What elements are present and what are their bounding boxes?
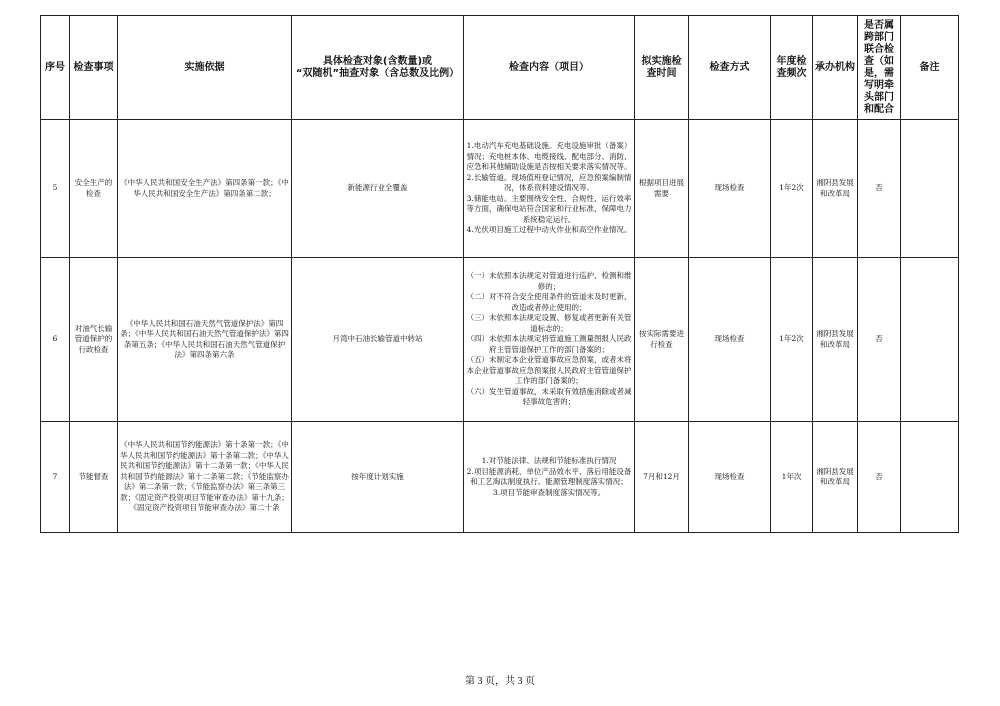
inspection-table bbox=[40, 15, 959, 533]
content-line: （三）未依照本法规定设置、修复或者更新有关管道标志的； bbox=[466, 313, 632, 333]
header-basis: 实施依据 bbox=[118, 16, 292, 120]
header-method: 检查方式 bbox=[689, 16, 771, 120]
row-item: 节能督查 bbox=[70, 422, 118, 533]
row-content bbox=[464, 422, 635, 533]
row-time: 7月和12月 bbox=[635, 422, 689, 533]
row-org: 湘阴县发展和改革局 bbox=[813, 422, 858, 533]
content-line: 3.项目节能审查制度落实情况等。 bbox=[492, 487, 606, 497]
row-method: 现场检查 bbox=[689, 422, 771, 533]
row-org: 湘阴县发展和改革局 bbox=[813, 258, 858, 422]
page-footer: 第 3 页，共 3 页 bbox=[465, 676, 535, 687]
table-row bbox=[41, 120, 959, 258]
header-seq: 序号 bbox=[41, 16, 70, 120]
row-content bbox=[464, 120, 635, 258]
row-item: 安全生产的检查 bbox=[70, 120, 118, 258]
row-target: 新能源行业全覆盖 bbox=[292, 120, 464, 258]
header-item: 检查事项 bbox=[70, 16, 118, 120]
row-content bbox=[464, 258, 635, 422]
content-line: （二）对不符合安全使用条件的管道未及时更新、改造或者停止使用的； bbox=[466, 292, 632, 312]
table-row bbox=[41, 258, 959, 422]
content-line: 2.项目能源消耗、单位产品效水平、落后用能设备和工艺淘汰制度执行、能源管理制度落实情况； bbox=[466, 466, 632, 486]
content-line: 2.长输管道。现场值班登记情况，应急预案编制情况，体系资料建设情况等。 bbox=[466, 172, 632, 193]
row-method: 现场检查 bbox=[689, 120, 771, 258]
row-seq: 6 bbox=[41, 258, 70, 422]
row-seq: 5 bbox=[41, 120, 70, 258]
row-note bbox=[901, 120, 959, 258]
row-cross: 否 bbox=[858, 422, 901, 533]
header-target: 具体检查对象(含数量)或 “双随机”抽查对象（含总数及比例） bbox=[292, 16, 464, 120]
row-time: 根据项目进展需要 bbox=[635, 120, 689, 258]
table-header-row bbox=[41, 16, 959, 120]
content-line: 3.储能电站。主要围绕安全性、合规性、运行效率等方面，确保电站符合国家和行业标准，保障电力系统稳定运行。 bbox=[466, 193, 632, 224]
content-line: （六）发生管道事故，未采取有效措施消除或者减轻事故危害的； bbox=[466, 386, 632, 407]
header-time: 拟实施检查时间 bbox=[635, 16, 689, 120]
row-time: 按实际需要进行检查 bbox=[635, 258, 689, 422]
row-freq: 1年次 bbox=[771, 422, 813, 533]
content-line: 1.电动汽车充电基础设施。充电设施审批（备案）情况；充电桩本体、电缆接线、配电部分、消防、应急和其他辅助设施是否按相关要求落实情况等。 bbox=[466, 141, 632, 172]
row-target: 月湾中石油长输管道中转站 bbox=[292, 258, 464, 422]
content-line: （四）未依照本法规定将管道施工测量图报人民政府主管管道保护工作的部门备案的； bbox=[466, 334, 632, 354]
row-target: 按年度计划实施 bbox=[292, 422, 464, 533]
row-cross: 否 bbox=[858, 120, 901, 258]
row-basis: 《中华人民共和国石油天然气管道保护法》第四条；《中华人民共和国石油天然气管道保护法》第四条第五条；《中华人民共和国石油天然气管道保护法》第四条第六条 bbox=[118, 258, 292, 422]
row-basis: 《中华人民共和国安全生产法》第四条第一款；《中华人民共和国安全生产法》第四条第二款； bbox=[118, 120, 292, 258]
table-row bbox=[41, 422, 959, 533]
header-content: 检查内容（项目） bbox=[464, 16, 635, 120]
header-note: 备注 bbox=[901, 16, 959, 120]
header-org: 承办机构 bbox=[813, 16, 858, 120]
row-cross: 否 bbox=[858, 258, 901, 422]
content-line: （一）未依照本法规定对管道进行巡护、检测和维修的； bbox=[466, 271, 632, 291]
content-line: 4.光伏项目施工过程中动火作业和高空作业情况。 bbox=[466, 225, 632, 235]
row-freq: 1年2次 bbox=[771, 120, 813, 258]
content-line: 1.对节能法律、法规和节能标准执行情况 bbox=[481, 456, 617, 465]
row-method: 现场检查 bbox=[689, 258, 771, 422]
content-line: （五）未制定本企业管道事故应急预案，或者未将本企业管道事故应急预案报人民政府主管管道保护工作的部门备案的； bbox=[466, 355, 632, 386]
header-cross: 是否属跨部门联合检查（如是，需写明牵头部门和配合 bbox=[858, 16, 901, 120]
header-freq: 年度检查频次 bbox=[771, 16, 813, 120]
row-item: 对油气长输管道保护的行政检查 bbox=[70, 258, 118, 422]
row-note bbox=[901, 258, 959, 422]
row-seq: 7 bbox=[41, 422, 70, 533]
row-freq: 1年2次 bbox=[771, 258, 813, 422]
row-basis: 《中华人民共和国节约能源法》第十条第一款；《中华人民共和国节约能源法》第十条第二款；《中华人民共和国节约能源法》第十二条第一款；《中华人民共和国节约能源法》第十二条第二款；《节能监察办法》第二条第一款；《节能监察办法》第三条第三款；《固定资产投资项目节能审查办法》第十九条；《固定资产投资项目节能审查办法》第二十条 bbox=[118, 422, 292, 533]
row-note bbox=[901, 422, 959, 533]
row-org: 湘阴县发展和改革局 bbox=[813, 120, 858, 258]
